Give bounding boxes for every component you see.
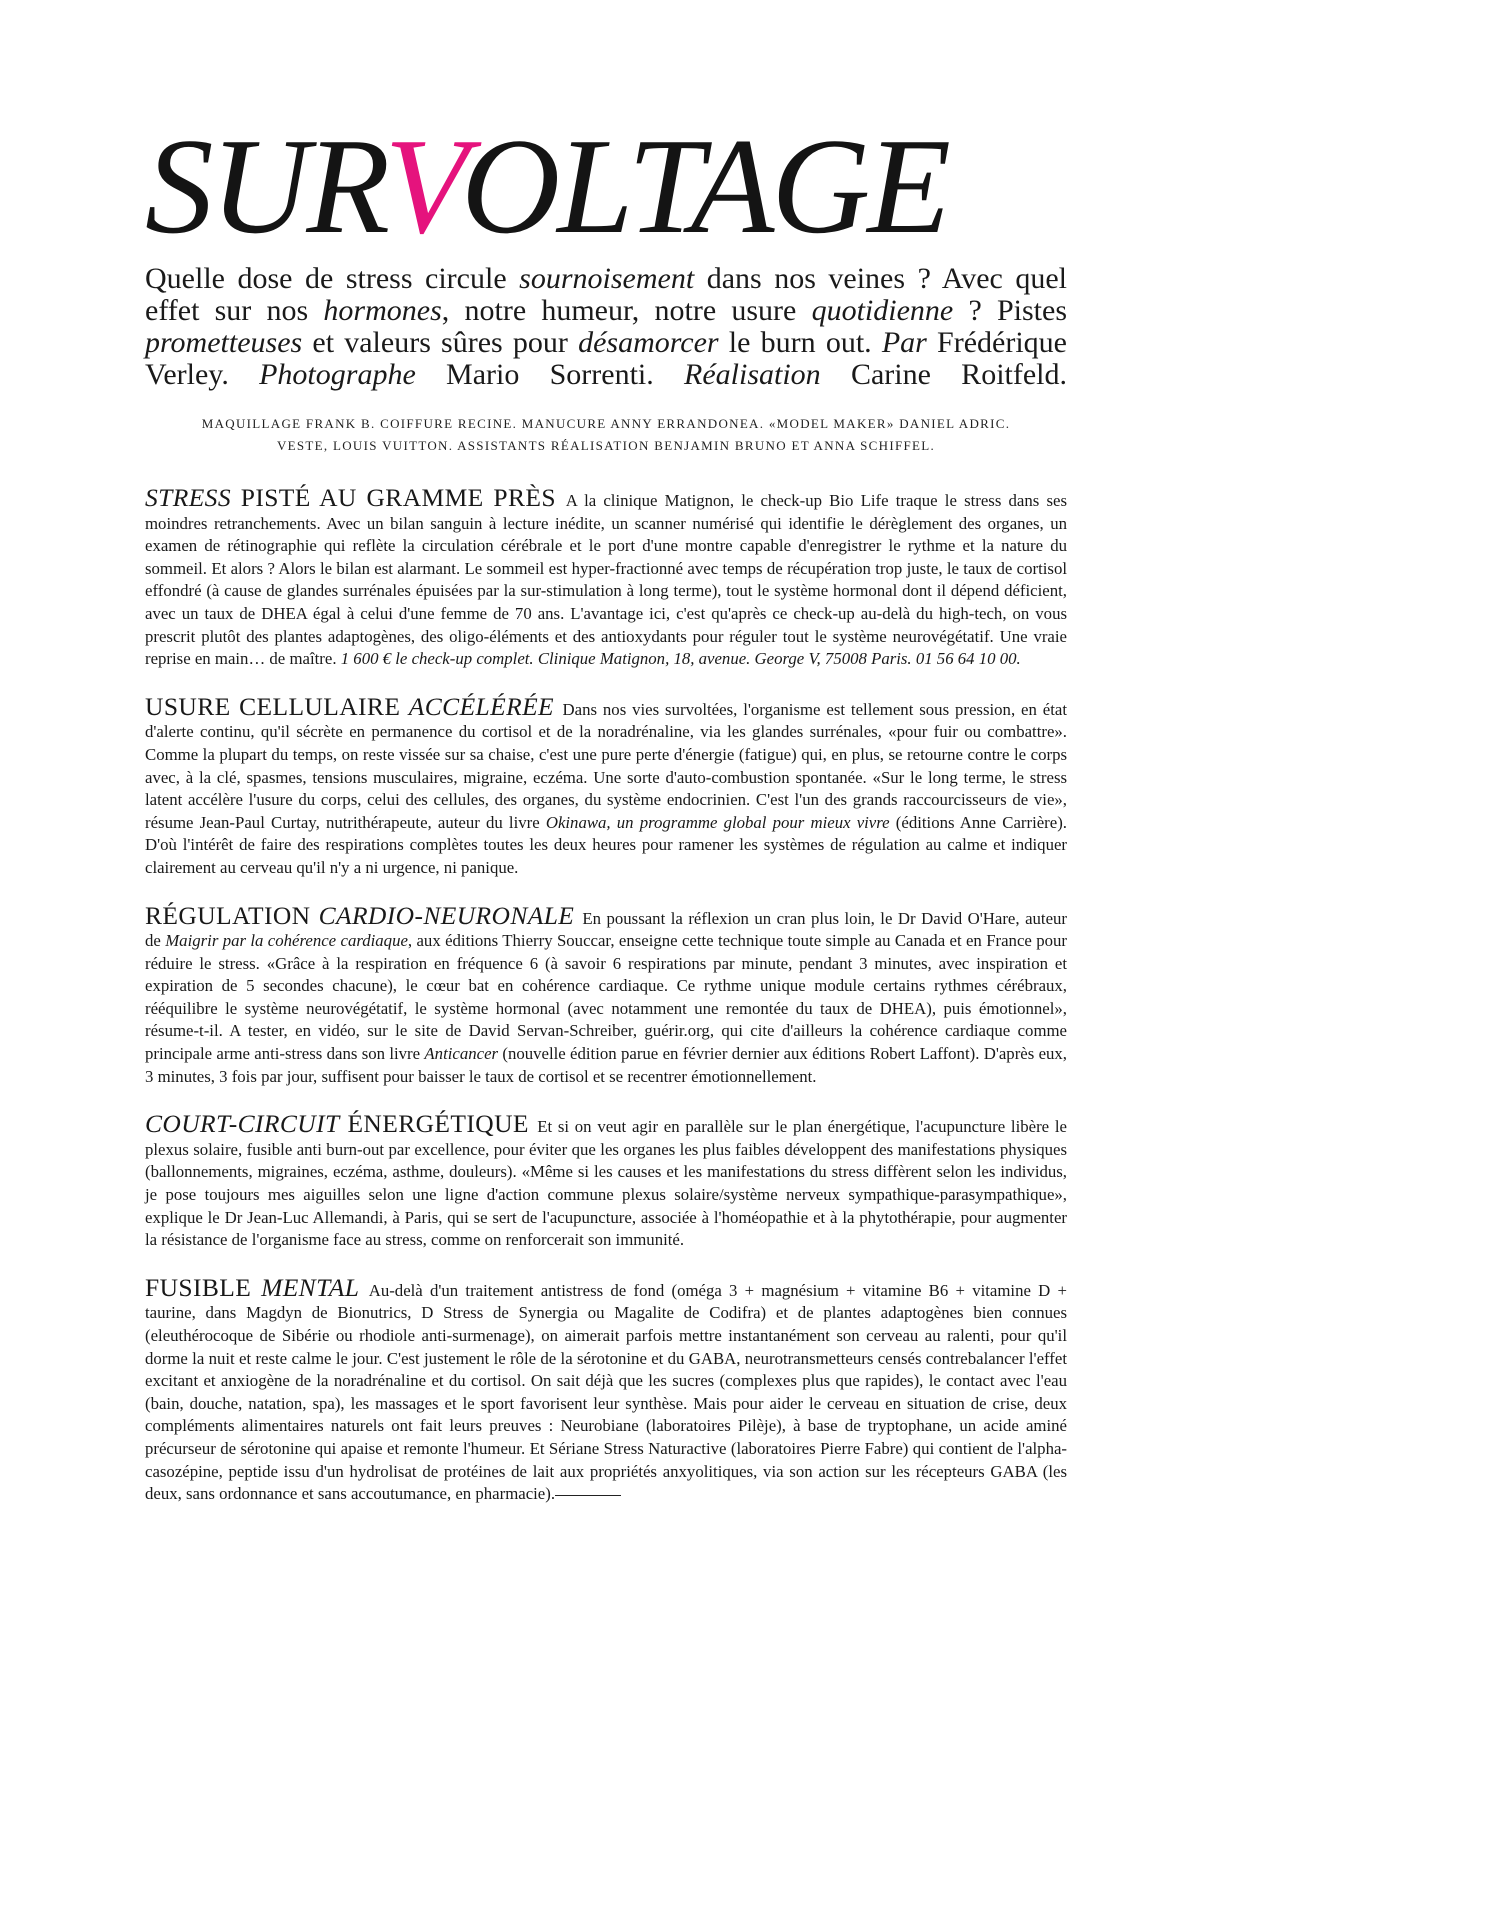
article-body [145,483,1067,1506]
credits-line-1: MAQUILLAGE FRANK B. COIFFURE RECINE. MANUCURE ANNY ERRANDONEA. «MODEL MAKER» DANIEL ADRIC. [201,416,1011,431]
standfirst: Quelle dose de stress circule sournoisement dans nos veines ? Avec quel effet sur nos hormones, notre humeur, notre usure quotidienne ? Pistes prometteuses et valeurs sûres pour désamorcer le burn out. Par Frédérique Verley. Photographe Mario Sorrenti. Réalisation Carine Roitfeld. [145,262,1068,391]
magazine-article-page [145,0,1067,1531]
credits [145,413,1067,457]
section-regulation-cardio-neuronale: RÉGULATION CARDIO-NEURONALE En poussant la réflexion un cran plus loin, le Dr David O'Hare, auteur de Maigrir par la cohérence cardiaque, aux éditions Thierry Souccar, enseigne cette technique toute simple au Canada et en France pour réduire le stress. «Grâce à la respiration en fréquence 6 (à savoir 6 respirations par minute, pendant 3 minutes, avec inspiration et expiration de 5 secondes chacune), le cœur bat en cohérence cardiaque. Ce rythme unique module certains rythmes cérébraux, rééquilibre le système neurovégétatif, le système hormonal (avec notamment une remontée du taux de DHEA), puis émotionnel», résume-t-il. A tester, en vidéo, sur le site de David Servan-Schreiber, guérir.org, qui cite d'ailleurs la cohérence cardiaque comme principale arme anti-stress dans son livre Anticancer (nouvelle édition parue en février dernier aux éditions Robert Laffont). D'après eux, 3 minutes, 3 fois par jour, suffisent pour baisser le taux de cortisol et se recentrer émotionnellement. [145,900,1067,1086]
credits-line-2: VESTE, LOUIS VUITTON. ASSISTANTS RÉALISATION BENJAMIN BRUNO ET ANNA SCHIFFEL. [276,438,936,453]
headline-accent-letter: V [384,110,462,262]
section-usure-cellulaire: USURE CELLULAIRE ACCÉLÉRÉE Dans nos vies survoltées, l'organisme est tellement sous pression, en état d'alerte continu, qu'il sécrète en permanence du cortisol et de la noradrénaline, via les glandes surrénales, «pour fuir ou combattre». Comme la plupart du temps, on reste vissée sur sa chaise, c'est une pure perte d'énergie (fatigue) qui, en plus, se retourne contre le corps avec, à la clé, spasmes, tensions musculaires, migraine, eczéma. Une sorte d'auto-combustion spontanée. «Sur le long terme, le stress latent accélère l'usure du corps, celui des cellules, des organes, du système endocrinien. C'est l'un des grands raccourcisseurs de vie», résume Jean-Paul Curtay, nutrithérapeute, auteur du livre Okinawa, un programme global pour mieux vivre (éditions Anne Carrière). D'où l'intérêt de faire des respirations complètes toutes les deux heures pour ramener les systèmes de régulation au calme et indiquer clairement au cerveau qu'il n'y a ni urgence, ni panique. [145,691,1067,877]
headline-post: OLTAGE [461,110,948,262]
section-stress-piste: STRESS PISTÉ AU GRAMME PRÈS A la clinique Matignon, le check-up Bio Life traque le stress dans ses moindres retranchements. Avec un bilan sanguin à lecture inédite, un scanner numérisé qui identifie le dérèglement des organes, un examen de rétinographie qui reflète la circulation cérébrale et le port d'une montre capable d'enregistrer le rythme et la nature du sommeil. Et alors ? Alors le bilan est alarmant. Le sommeil est hyper-fractionné avec temps de récupération trop juste, le taux de cortisol effondré (à cause de glandes surrénales épuisées par la sur-stimulation à long terme), tout le système hormonal dont il dépend déficient, avec un taux de DHEA égal à celui d'une femme de 70 ans. L'avantage ici, c'est qu'après ce check-up au-delà du high-tech, on vous prescrit plutôt des plantes adaptogènes, des oligo-éléments et des antioxydants pour réguler tout le système neurovégétatif. Une vraie reprise en main… de maître. 1 600 € le check-up complet. Clinique Matignon, 18, avenue. George V, 75008 Paris. 01 56 64 10 00. [145,483,1067,669]
section-court-circuit-energetique: COURT-CIRCUIT ÉNERGÉTIQUE Et si on veut agir en parallèle sur le plan énergétique, l'acupuncture libère le plexus solaire, fusible anti burn-out par excellence, pour éviter que les organes les plus faibles développent des manifestations physiques (ballonnements, migraines, eczéma, asthme, douleurs). «Même si les causes et les manifestations du stress diffèrent selon les individus, je pose toujours mes aiguilles selon une ligne d'action commune plexus solaire/système nerveux sympathique-parasympathique», explique le Dr Jean-Luc Allemandi, à Paris, qui se sert de l'acupuncture, associée à l'homéopathie et à la phytothérapie, pour augmenter la résistance de l'organisme face au stress, comme on renforcerait son immunité. [145,1109,1067,1250]
headline [145,110,1067,262]
headline-pre: SUR [145,110,385,262]
section-fusible-mental: FUSIBLE MENTAL Au-delà d'un traitement antistress de fond (oméga 3 + magnésium + vitamine B6 + vitamine D + taurine, dans Magdyn de Bionutrics, D Stress de Synergia ou Magalite de Codifra) et de plantes adaptogènes bien connues (eleuthérocoque de Sibérie ou rhodiole anti-surmenage), on aimerait parfois mettre instantanément son cerveau au ralenti, pour qu'il dorme la nuit et reste calme le jour. C'est justement le rôle de la sérotonine et du GABA, neurotransmetteurs censés contrebalancer l'effet excitant et anxiogène de la noradrénaline et du cortisol. On sait déjà que les sucres (complexes plus que rapides), le contact avec l'eau (bain, douche, natation, spa), les massages et le sport favorisent leur synthèse. Mais pour aider le cerveau en situation de crise, deux compléments alimentaires naturels ont fait leurs preuves : Neurobiane (laboratoires Pilèje), à base de tryptophane, un acide aminé précurseur de sérotonine qui apaise et remonte l'humeur. Et Sériane Stress Naturactive (laboratoires Pierre Fabre) qui contient de l'alpha-casozépine, peptide issu d'un hydrolisat de protéines de lait aux propriétés anxyolitiques, via son action sur les récepteurs GABA (les deux, sans ordonnance et sans accoutumance, en pharmacie). [145,1272,1067,1504]
